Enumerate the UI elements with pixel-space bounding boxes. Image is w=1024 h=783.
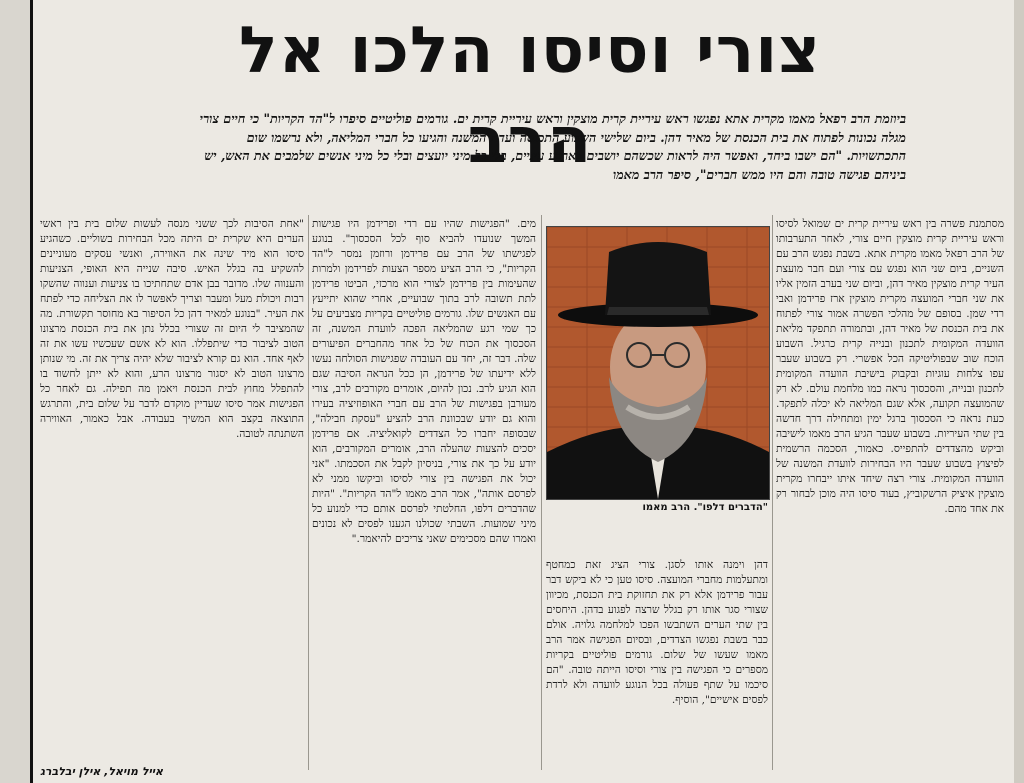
rabbi-portrait-photo [546, 226, 770, 500]
article-byline: אייל מויאל, אילן יבלברג [40, 765, 163, 778]
article-column-2 [546, 558, 768, 777]
column-divider [772, 215, 773, 770]
article-column-3 [312, 217, 536, 777]
photo-caption: "הדברים דלפו". הרב מאמו [642, 502, 768, 513]
page-right-edge [1014, 0, 1024, 783]
article-lead-paragraph: ביוזמת הרב רפאל מאמו מקרית אתא נפגשו ראש עיריית קרית מוצקין וראש עיריית קרית ים. גורמים פוליטיים סיפרו ל"הד הקריות" כי חיים צורי מגלה נכונות לפתוח את בית הכנסת של מאיר דהן. ביום שלישי השבוע התכנסה ועדת המשנה והגיעו כל חברי המליאה, ולא נרשמו שום התכתשויות. "הם ישבו ביחד, ואפשר היה לראות שכשהם יושבים בארבע עיניים, בלי כל מיני יועצים ובלי כל מיני אנשים שלמבים את האש, יש ביניהם פגישה טובה והם היו ממש חברים", סיפר הרב מאמו [199, 111, 906, 182]
column-3-text: מים. "הפגישות שהיו עם רדי ופרידמן היו פגישות המשך שנועדו להביא סוף לכל הסכסוך". בנוגע לפגישתו של הרב עם פרידמן ורוזמן נמסר ל"הד הקריות", כי הרב הציע מספר הצעות לפרידמן ולמרות שהעימות בין פרידמן לצורי הוא מרכזי, הביטו פרידמן לתת תשובה לרב בתוך שבועיים, אחרי שהוא יתייעץ עם האנשים שלו. גורמים פוליטיים בקריות מצביעים על כך שמי רגע שהמליאה הפכה לוועדת המשנה, זה הסכסוך את הכוח של כל אחד מהחברים הפיעורים שלה. דבר זה, יחד עם העובדה שפגישות הסולחה נעשו ללא ידיעתו של פרידמן, הן ככל הנראה הסיבה שגם הוא הגיע לרב. נכון להיום, אומרים מקורבים לרב, צורי מעורבן בפגישות של הרב עם חברי האופוזיציה בעירו והוא גם יודע שבכוונת הרב להציע "עסקת חבילה", שבסופה יחברו כל הצדדים לקואליציה. אם פרידמן יסכים להצעות שהעלה הרב, אומרים המקורבים, הוא יודע על כך את צורי, בניסיון לקבל את הסכמתו. "אני יכול את הפגישה בין צורי לסיסו וביקשו ממני לא לפרסם אותה", אמר הרב מאמו ל"הד הקריות". "היות שהדברים דלפו, החלטתי לפרסם אותם כדי למנוע כל מיני שמועות. השבתי שכולנו הגענו לפסים לא נכונים ואמרו שהם מסכימים שאני צריכים להיאמר." [312, 218, 536, 545]
article-column-1 [776, 217, 1004, 777]
column-1-text: מסתמנת פשרה בין ראש עיריית קרית ים שמואל לסיסו וראש עיריית קרית מוצקין חיים צורי, לאחר התערבותו של הרב רפאל מאמו מקרית אתא. בשבת נפגש הרב עם השניים, ביום שני הוא נפגש עם צורי ועם חבר מועצת העיר קרית מוצקין מאיר דהן, וביום שני בערב הזמין אליו את שני חברי המועצה מקרית מוצקין ארז פרידמן ואבי רדי שמן. בסופם של מהלכי הפשרה אמור צורי לפתוח את בית הכנסת של מאיר דהן, ובתמורה תתפקד מליאת הוועדה המקומית לתכנון ובנייה קרית כרגיל. השבוע הוכח שוב שבפוליטיקה הכל אפשרי. רק בשבוע שעבר עפו צלחות עוגיות ובקבוק בישיבת הוועדה המקומית לתכנון ובנייה, והסכסוך נראה כמו מלחמת עולם. לא רק שהמועצה תקועה, אלא שגם המליאה לא יכלה לתפקד. כעת נראה כי הסכסוך ברגל ימין ומתחילה דרך חדשה בין שתי העיריות. בשבוע שעבר הגיע הרב מאמו לישיבה וביקש מהצדדים להתפייס. כאמור, הסכמה הרשמית לפיצוץ בשבוע שעבר היו הבחירות לוועדת המשנה של הוועדה המקומית. צורי רצה שיחד איתו ייבחרו מקרית מוצקין איציק הרשקוביץ, בעוד סיסו היה מוכן לבחור רק את אחד מהם. [776, 218, 1004, 515]
column-divider [308, 215, 309, 770]
column-divider [541, 215, 542, 770]
rabbi-portrait-image [547, 227, 769, 499]
column-2-text: דהן וימנה אותו לסגן. צורי הציג זאת כמחטף ומתעלמות מחברי המועצה. סיסו טען כי לא ביקש דבר עבור פרידמן אלא רק את תחזוקת בית הכנסת, מכיוון שצורי סגר אותו רק בגלל שרצה לפגוע בדהן. היחסים בין שתי הערים השתבשו הפכו למלחמה גלויה. אולם כבר בשבת נפגשו הצדדים, ובסיום הפגישה אמר הרב מאמו שעשו של שלום. גורמים פוליטיים בקריות מספרים כי הפגישה בין צורי וסיסו הייתה טובה. "הם סיכמו על שתף פעולה בכל הנוגע לוועדה ולא לרדת לפסים אישיים", הוסיף. [546, 559, 768, 706]
column-4-text: "אחת הסיבות לכך ששני מנסה לעשות שלום בית בין ראשי הערים היא שקרית ים היתה מכל הבחירות בשוליים. כשהגיע סיסו הוא מיד שינה את האווירה, ואנשי עסקים מעוניינים להשקיע בה בגלל האיש. סיבה שנייה היא האופי, הצניעות והענווה שלו. מדובר בבן אדם שתחתיכו בו צניעות וענווה שהשקו רבות ויכולת מעל ומעבר וצריך לאפשר לו את הצליחה כדי לפתח את העיר. "בנוגע למאיר דהן כל הסיפור בא מחוסר תקשורת. מה שהמציבר לי היום זה שצורי בכלל נתן את בית הכנסת מרצונו הטוב לציבור כדי שיתפללו. הוא לא אשם שעכשיו עשו את זה לאף אחד. הוא גם קורא לציבור שלא יהיה צריך את זה. מי שנותן מרצונו הטוב לא יסגור מרצונו הרע, והוא לא ייתן לחשוד בו להתפלל מחוץ לבית הכנסת ויאמן מה תפילה. גם לאחר כל הפגישות אמר סיסו שעדיין מוקדם לדבר על שלום בית, והתרגש התוצאה בקצב הוא המשיך בעבודה. אבל כאמור, האווירה השתנתה לטובה. [40, 218, 304, 440]
page-binding-edge [0, 0, 33, 783]
article-column-4 [40, 217, 304, 757]
article-headline: צורי וסיסו הלכו אל הרב [239, 14, 821, 178]
